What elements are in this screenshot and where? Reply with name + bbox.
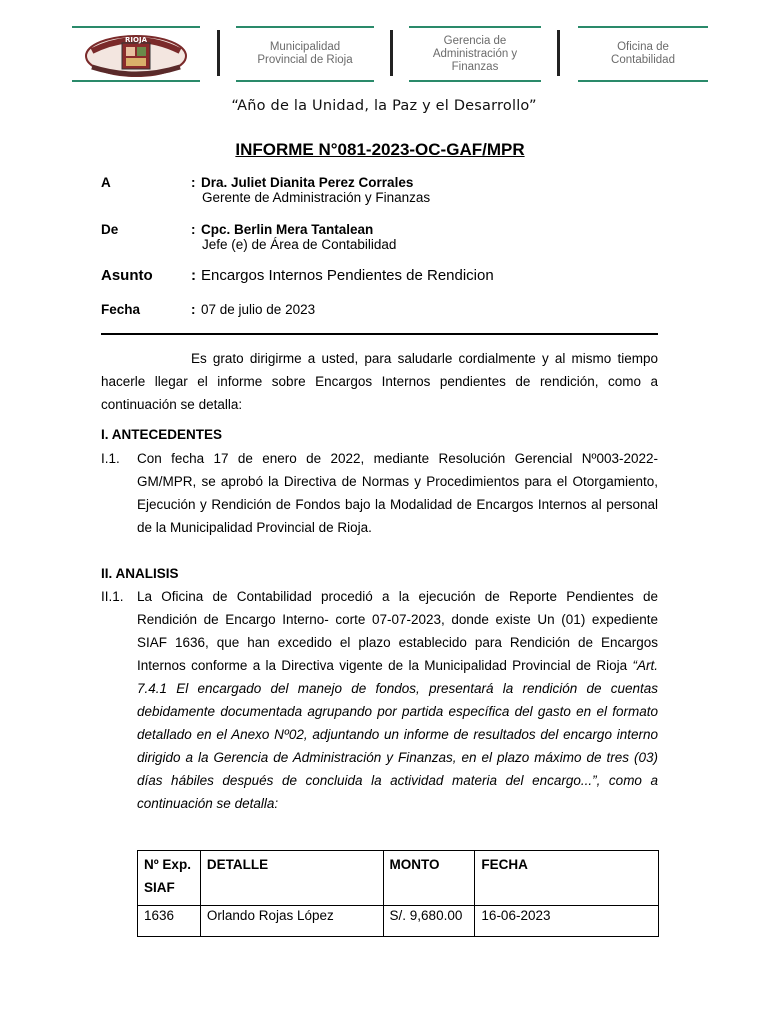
from-label: De [101,222,119,237]
cell-exp: 1636 [138,906,201,937]
section-antecedentes-item-text: Con fecha 17 de enero de 2022, mediante Resolución Gerencial Nº003-2022-GM/MPR, se aprobó la Directiva de Normas y Procedimientos para el Otorgamiento, Ejecución y Rendición de Fondos bajo la Modalidad de Encargos Internos al personal de la Municipalidad Provincial de Rioja. [137,451,658,535]
header-box-municipality [236,26,374,82]
municipality-logo [72,26,200,82]
to-role: Gerente de Administración y Finanzas [202,190,431,205]
from-role: Jefe (e) de Área de Contabilidad [202,237,397,252]
subject-colon: : [191,267,196,284]
date-colon: : [191,302,196,317]
cell-monto: S/. 9,680.00 [383,906,475,937]
header-box-contabilidad [578,26,708,82]
subject-value: Encargos Internos Pendientes de Rendicion [201,267,494,284]
col-header-detalle: DETALLE [200,851,383,906]
table-header-row [138,851,659,906]
directive-quote: “Art. 7.4.1 El encargado del manejo de fondos, presentará la rendición de cuentas debidamente documentada agrupando por partida específica del gasto en el formato detallado en el Anexo Nº02, adjuntando un informe de resultados del encargo interno dirigido a la Gerencia de Administración y Finanzas, en el plazo máximo de tres (03) días hábiles después de concluida la actividad materia del encargo...”, como a continuación se detalla: [137,658,658,811]
header-box-gerencia [409,26,541,82]
section-antecedentes-item-number: I.1. [101,451,120,466]
section-analisis-body: La Oficina de Contabilidad procedió a la ejecución de Reporte Pendientes de Rendición de Encargo Interno- corte 07-07-2023, donde existe Un (01) expediente SIAF 1636, que han excedido el plazo establecido para Rendición de Encargos Internos conforme a la Directiva vigente de la Municipalidad Provincial de Rioja [137,589,658,673]
header-divider [557,30,560,76]
intro-paragraph: Es grato dirigirme a usted, para saludarle cordialmente y al mismo tiempo hacerle llegar el informe sobre Encargos Internos pendientes de rendición, como a continuación se detalla: [101,351,658,412]
section-analisis-item-number: II.1. [101,589,124,604]
header-box-contabilidad-label: Oficina de Contabilidad [611,41,675,66]
pending-expedients-table [137,850,659,937]
to-name: Dra. Juliet Dianita Perez Corrales [201,175,414,190]
section-analisis-heading: II. ANALISIS [101,566,179,581]
cell-fecha: 16-06-2023 [475,906,659,937]
col-header-exp: Nº Exp. SIAF [138,851,201,906]
report-title: INFORME N°081-2023-OC-GAF/MPR [235,140,525,159]
header-box-gerencia-label: Gerencia de Administración y Finanzas [432,34,518,73]
date-label: Fecha [101,302,141,317]
table-row [138,906,659,937]
header-divider [390,30,393,76]
to-colon: : [191,175,196,190]
section-analisis-item-text [137,585,658,815]
cell-detalle: Orlando Rojas López [200,906,383,937]
from-colon: : [191,222,196,237]
logo-text: RIOJA [125,36,147,44]
header-divider [217,30,220,76]
year-motto: “Año de la Unidad, la Paz y el Desarrollo” [231,98,537,114]
col-header-monto: MONTO [383,851,475,906]
from-name: Cpc. Berlin Mera Tantalean [201,222,374,237]
header-rule [101,333,658,335]
subject-label: Asunto [101,267,153,284]
to-label: A [101,175,111,190]
section-antecedentes-heading: I. ANTECEDENTES [101,427,223,442]
header-box-municipality-label: Municipalidad Provincial de Rioja [257,41,353,66]
date-value: 07 de julio de 2023 [201,302,316,317]
rioja-seal-icon [78,29,194,79]
col-header-fecha: FECHA [475,851,659,906]
